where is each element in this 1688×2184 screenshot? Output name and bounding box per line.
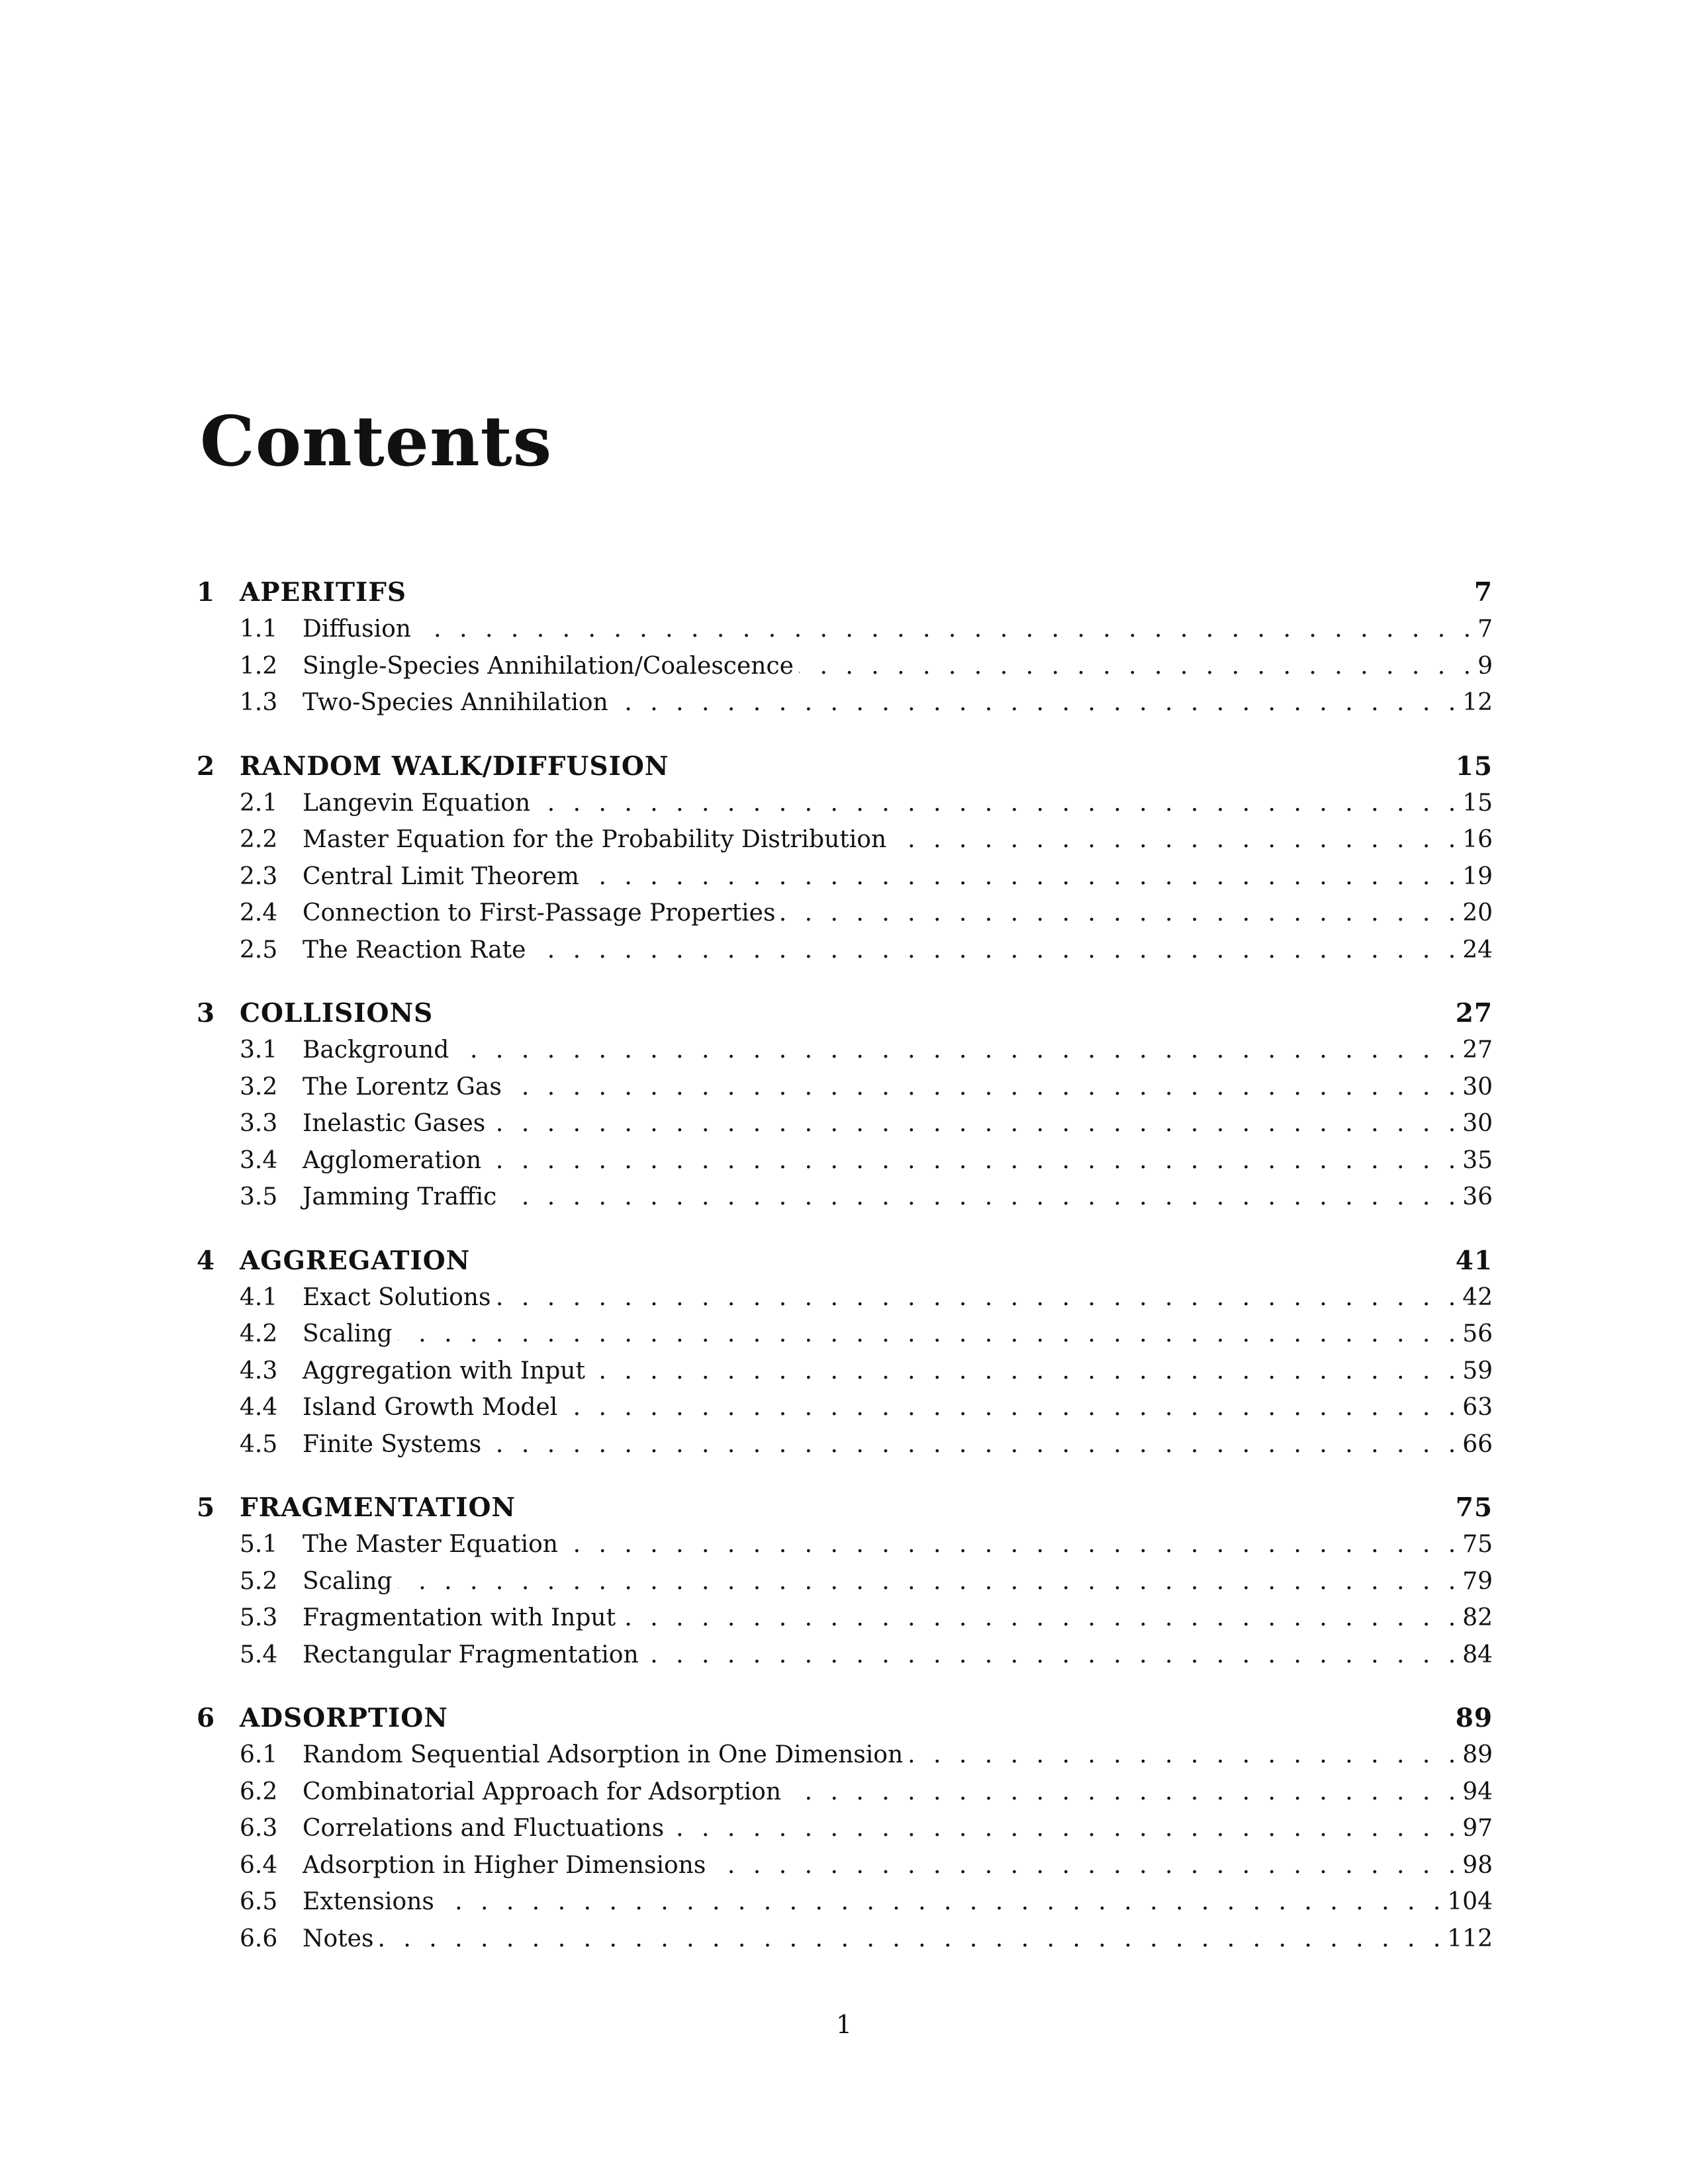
- toc-entry[interactable]: [197, 1036, 1493, 1073]
- section-page: 35: [1462, 1146, 1493, 1174]
- toc-entry[interactable]: [197, 689, 1493, 726]
- dot-leader: [786, 1778, 1456, 1805]
- section-page: 15: [1462, 789, 1493, 817]
- toc-entry[interactable]: [197, 1431, 1493, 1468]
- section-page: 104: [1447, 1888, 1493, 1915]
- dot-leader: [563, 1531, 1456, 1558]
- dot-leader: [531, 936, 1456, 964]
- toc-entry[interactable]: [197, 1741, 1493, 1778]
- toc-entry[interactable]: [197, 1110, 1493, 1147]
- chapter-heading[interactable]: [197, 1492, 1493, 1531]
- section-title: Connection to First-Passage Properties: [303, 899, 776, 927]
- section-number: 1.3: [240, 689, 278, 716]
- section-page: 9: [1477, 652, 1493, 680]
- dot-leader: [379, 1925, 1440, 1952]
- section-title: The Master Equation: [303, 1531, 558, 1558]
- section-page: 82: [1462, 1604, 1493, 1631]
- section-number: 2.5: [240, 936, 278, 964]
- section-title: Exact Solutions: [303, 1283, 491, 1311]
- toc-entry[interactable]: [197, 1320, 1493, 1357]
- dot-leader: [507, 1073, 1456, 1101]
- section-number: 3.1: [240, 1036, 278, 1064]
- toc-entry[interactable]: [197, 1815, 1493, 1852]
- section-number: 4.2: [240, 1320, 278, 1347]
- dot-leader: [398, 1568, 1456, 1595]
- chapter-page: 7: [1474, 577, 1493, 608]
- section-title: Scaling: [303, 1567, 393, 1595]
- section-number: 3.5: [240, 1183, 278, 1210]
- dot-leader: [491, 1110, 1456, 1137]
- section-number: 4.4: [240, 1394, 278, 1421]
- dot-leader: [711, 1852, 1456, 1879]
- section-title: Agglomeration: [303, 1146, 482, 1174]
- section-page: 63: [1462, 1394, 1493, 1421]
- chapter-2: [197, 751, 1493, 974]
- dot-leader: [799, 653, 1471, 680]
- toc-entry[interactable]: [197, 615, 1493, 653]
- chapter-page: 27: [1455, 998, 1493, 1028]
- toc-entry[interactable]: [197, 899, 1493, 936]
- section-number: 5.3: [240, 1604, 278, 1631]
- dot-leader: [644, 1641, 1456, 1668]
- section-title: Scaling: [303, 1320, 393, 1347]
- section-number: 6.1: [240, 1741, 278, 1768]
- chapter-title: ADSORPTION: [240, 1703, 448, 1733]
- section-title: Central Limit Theorem: [303, 862, 579, 890]
- section-number: 4.1: [240, 1283, 278, 1311]
- toc-entry[interactable]: [197, 1394, 1493, 1431]
- toc-entry[interactable]: [197, 1852, 1493, 1889]
- section-title: Finite Systems: [303, 1430, 482, 1458]
- section-page: 94: [1462, 1778, 1493, 1805]
- section-page: 30: [1462, 1073, 1493, 1101]
- section-page: 27: [1462, 1036, 1493, 1064]
- section-page: 42: [1462, 1283, 1493, 1311]
- chapter-page: 89: [1455, 1703, 1493, 1733]
- section-title: Adsorption in Higher Dimensions: [303, 1851, 706, 1879]
- section-number: 2.3: [240, 862, 278, 890]
- dot-leader: [908, 1741, 1456, 1768]
- section-number: 3.3: [240, 1110, 278, 1137]
- toc-entry[interactable]: [197, 1147, 1493, 1184]
- toc-entry[interactable]: [197, 653, 1493, 690]
- section-title: Aggregation with Input: [303, 1357, 585, 1385]
- section-page: 36: [1462, 1183, 1493, 1210]
- chapter-number: 1: [197, 577, 216, 608]
- section-title: Diffusion: [303, 615, 411, 643]
- section-page: 56: [1462, 1320, 1493, 1347]
- chapter-page: 75: [1455, 1492, 1493, 1523]
- chapter-heading[interactable]: [197, 1703, 1493, 1741]
- section-title: Rectangular Fragmentation: [303, 1641, 639, 1668]
- dot-leader: [502, 1183, 1456, 1210]
- chapter-heading[interactable]: [197, 1246, 1493, 1284]
- section-number: 5.1: [240, 1531, 278, 1558]
- chapter-5: [197, 1492, 1493, 1678]
- section-page: 24: [1462, 936, 1493, 964]
- dot-leader: [669, 1815, 1456, 1842]
- chapter-4: [197, 1246, 1493, 1468]
- chapter-1: [197, 577, 1493, 726]
- dot-leader: [614, 689, 1456, 716]
- section-number: 3.2: [240, 1073, 278, 1101]
- dot-leader: [621, 1604, 1456, 1631]
- section-page: 66: [1462, 1430, 1493, 1458]
- toc-entry[interactable]: [197, 1925, 1493, 1962]
- page-number: 1: [835, 2010, 853, 2039]
- section-title: Jamming Traffic: [303, 1183, 497, 1210]
- dot-leader: [440, 1888, 1440, 1915]
- section-number: 6.5: [240, 1888, 278, 1915]
- chapter-page: 15: [1455, 751, 1493, 782]
- dot-leader: [416, 615, 1471, 643]
- section-title: Two-Species Annihilation: [303, 689, 608, 716]
- section-number: 2.1: [240, 789, 278, 817]
- chapter-3: [197, 998, 1493, 1220]
- toc-entry[interactable]: [197, 1778, 1493, 1815]
- chapter-title: AGGREGATION: [240, 1245, 471, 1276]
- dot-leader: [487, 1431, 1456, 1458]
- section-number: 2.2: [240, 826, 278, 853]
- section-page: 89: [1462, 1741, 1493, 1768]
- dot-leader: [487, 1147, 1456, 1174]
- section-title: Combinatorial Approach for Adsorption: [303, 1778, 782, 1805]
- section-page: 112: [1447, 1925, 1493, 1952]
- section-number: 4.3: [240, 1357, 278, 1385]
- section-page: 97: [1462, 1815, 1493, 1842]
- toc-entry[interactable]: [197, 1357, 1493, 1394]
- toc-entry[interactable]: [197, 1183, 1493, 1220]
- dot-leader: [563, 1394, 1456, 1421]
- section-page: 12: [1462, 689, 1493, 716]
- section-page: 7: [1477, 615, 1493, 643]
- toc-entry[interactable]: [197, 1641, 1493, 1678]
- dot-leader: [496, 1284, 1456, 1311]
- dot-leader: [590, 1357, 1456, 1385]
- toc-entry[interactable]: [197, 790, 1493, 827]
- section-page: 19: [1462, 862, 1493, 890]
- dot-leader: [398, 1320, 1456, 1347]
- dot-leader: [585, 863, 1456, 890]
- table-of-contents: [197, 577, 1493, 1987]
- section-number: 6.3: [240, 1815, 278, 1842]
- toc-entry[interactable]: [197, 1568, 1493, 1605]
- chapter-number: 3: [197, 998, 216, 1028]
- dot-leader: [780, 899, 1456, 927]
- section-number: 2.4: [240, 899, 278, 927]
- toc-entry[interactable]: [197, 826, 1493, 863]
- section-number: 1.1: [240, 615, 278, 643]
- toc-entry[interactable]: [197, 1888, 1493, 1925]
- section-number: 5.4: [240, 1641, 278, 1668]
- dot-leader: [892, 826, 1456, 853]
- section-title: Inelastic Gases: [303, 1110, 486, 1137]
- chapter-number: 4: [197, 1245, 216, 1276]
- toc-entry[interactable]: [197, 1604, 1493, 1641]
- chapter-heading[interactable]: [197, 998, 1493, 1036]
- chapter-title: RANDOM WALK/DIFFUSION: [240, 751, 669, 782]
- section-number: 6.2: [240, 1778, 278, 1805]
- section-page: 30: [1462, 1110, 1493, 1137]
- section-title: Extensions: [303, 1888, 434, 1915]
- section-page: 59: [1462, 1357, 1493, 1385]
- section-title: Langevin Equation: [303, 789, 531, 817]
- section-number: 3.4: [240, 1146, 278, 1174]
- section-page: 79: [1462, 1567, 1493, 1595]
- chapter-6: [197, 1703, 1493, 1962]
- section-title: Fragmentation with Input: [303, 1604, 616, 1631]
- section-number: 4.5: [240, 1430, 278, 1458]
- section-page: 98: [1462, 1851, 1493, 1879]
- section-number: 1.2: [240, 652, 278, 680]
- dot-leader: [454, 1036, 1456, 1064]
- chapter-title: FRAGMENTATION: [240, 1492, 516, 1523]
- section-title: Random Sequential Adsorption in One Dimension: [303, 1741, 904, 1768]
- toc-entry[interactable]: [197, 863, 1493, 900]
- chapter-number: 6: [197, 1703, 216, 1733]
- chapter-page: 41: [1455, 1245, 1493, 1276]
- section-title: Single-Species Annihilation/Coalescence: [303, 652, 794, 680]
- section-page: 75: [1462, 1531, 1493, 1558]
- section-number: 6.6: [240, 1925, 278, 1952]
- section-page: 84: [1462, 1641, 1493, 1668]
- toc-entry[interactable]: [197, 936, 1493, 974]
- section-page: 16: [1462, 826, 1493, 853]
- section-number: 6.4: [240, 1851, 278, 1879]
- dot-leader: [536, 790, 1456, 817]
- chapter-number: 2: [197, 751, 216, 782]
- chapter-number: 5: [197, 1492, 216, 1523]
- section-title: Correlations and Fluctuations: [303, 1815, 665, 1842]
- toc-entry[interactable]: [197, 1284, 1493, 1321]
- section-title: Notes: [303, 1925, 374, 1952]
- chapter-title: COLLISIONS: [240, 998, 434, 1028]
- toc-entry[interactable]: [197, 1073, 1493, 1111]
- section-title: The Lorentz Gas: [303, 1073, 502, 1101]
- section-number: 5.2: [240, 1567, 278, 1595]
- section-title: The Reaction Rate: [303, 936, 526, 964]
- chapter-heading[interactable]: [197, 751, 1493, 790]
- section-page: 20: [1462, 899, 1493, 927]
- chapter-heading[interactable]: [197, 577, 1493, 615]
- chapter-title: APERITIFS: [240, 577, 407, 608]
- section-title: Master Equation for the Probability Distribution: [303, 826, 887, 853]
- toc-entry[interactable]: [197, 1531, 1493, 1568]
- section-title: Background: [303, 1036, 449, 1064]
- page-title: Contents: [200, 400, 553, 482]
- section-title: Island Growth Model: [303, 1394, 558, 1421]
